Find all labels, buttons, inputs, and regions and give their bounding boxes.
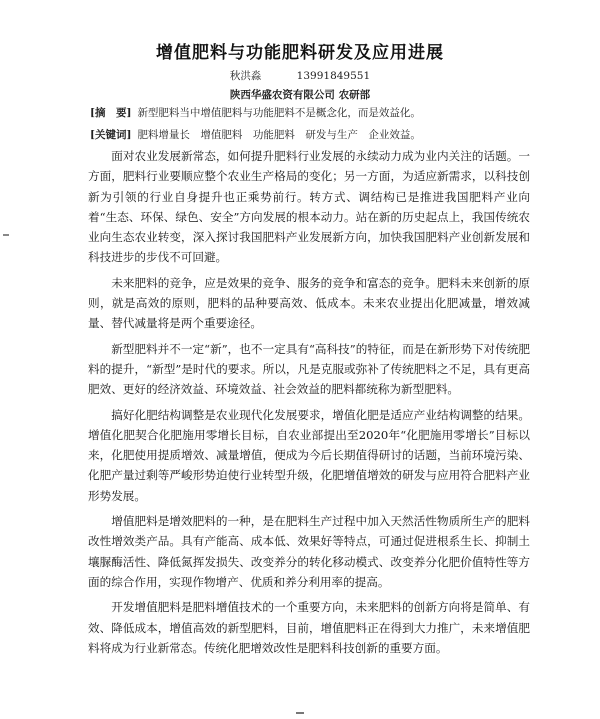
paper-body xyxy=(88,146,530,663)
keywords-label: [关键词] xyxy=(90,129,132,141)
author-affiliation: 陕西华盛农资有限公司 农研部 xyxy=(229,89,371,101)
abstract-label: [摘 要] xyxy=(90,107,132,119)
paragraph: 增值肥料是增效肥料的一种，是在肥料生产过程中加入天然活性物质所生产的肥料改性增效类产品。具有产能高、成本低、效果好等特点，可通过促进根系生长、抑制土壤脲酶活性、降低氮挥发损失、改变养分的转化移动模式、改变养分化肥价值特性等方面的综合作用，实现作物增产、优质和养分利用率的提高。 xyxy=(88,514,530,589)
paragraph: 开发增值肥料是肥料增值技术的一个重要方向，未来肥料的创新方向将是简单、有效、降低成本，增值高效的新型肥料，目前，增值肥料正在得到大力推广，未来增值肥料将成为行业新常态。传统化肥增效改性是肥料科技创新的重要方面。 xyxy=(88,600,530,655)
keywords-text: 肥料增量长 增值肥料 功能肥料 研发与生产 企业效益。 xyxy=(137,129,421,141)
abstract-text: 新型肥料当中增值肥料与功能肥料不是概念化，而是效益化。 xyxy=(137,107,421,119)
paragraph: 未来肥料的竞争，应是效果的竞争、服务的竞争和富态的竞争。肥料未来创新的原则，就是高效的原则，肥料的品种要高效、低成本。未来农业提出化肥减量，增效减量、替代减量将是两个重要途径。 xyxy=(88,275,530,331)
paper-title: 增值肥料与功能肥料研发及应用进展 xyxy=(156,43,444,63)
abstract xyxy=(90,106,530,121)
paragraph: 面对农业发展新常态，如何提升肥料行业发展的永续动力成为业内关注的话题。一方面，肥料行业要顺应整个农业生产格局的变化；另一方面，为适应新需求，以科技创新为引领的行业自身提升也正乘势前行。转方式、调结构已是推进我国肥料产业向着“生态、环保、绿色、安全”方向发展的根本动力。站在新的历史起点上，我国传统农业向生态农业转变，深入探讨我国肥料产业发展新方向，加快我国肥料产业创新发展和科技进步的步伐不可回避。 xyxy=(88,149,530,265)
author-name: 秋洪淼 xyxy=(229,70,262,82)
paragraph: 搞好化肥结构调整是农业现代化发展要求，增值化肥是适应产业结构调整的结果。增值化肥契合化肥施用零增长目标，自农业部提出至2020年“化肥施用零增长”目标以来，化肥使用提质增效、减量增值，便成为今后长期值得研讨的话题，当前环境污染、化肥产量过剩等严峻形势迫使行业转型升级，化肥增值增效的研发与应用符合肥料产业形势发展。 xyxy=(88,407,530,503)
paragraph: 新型肥料并不一定“新”，也不一定具有“高科技”的特征，而是在新形势下对传统肥料的提升，“新型”是时代的要求。所以，凡是克服或弥补了传统肥料之不足，具有更高肥效、更好的经济效益、环境效益、社会效益的肥料都统称为新型肥料。 xyxy=(88,341,530,397)
author-phone: 13991849551 xyxy=(296,70,371,82)
keywords xyxy=(90,128,530,143)
author-line xyxy=(0,68,600,83)
page-footer-mark xyxy=(296,712,304,714)
scan-margin-mark xyxy=(3,234,9,236)
